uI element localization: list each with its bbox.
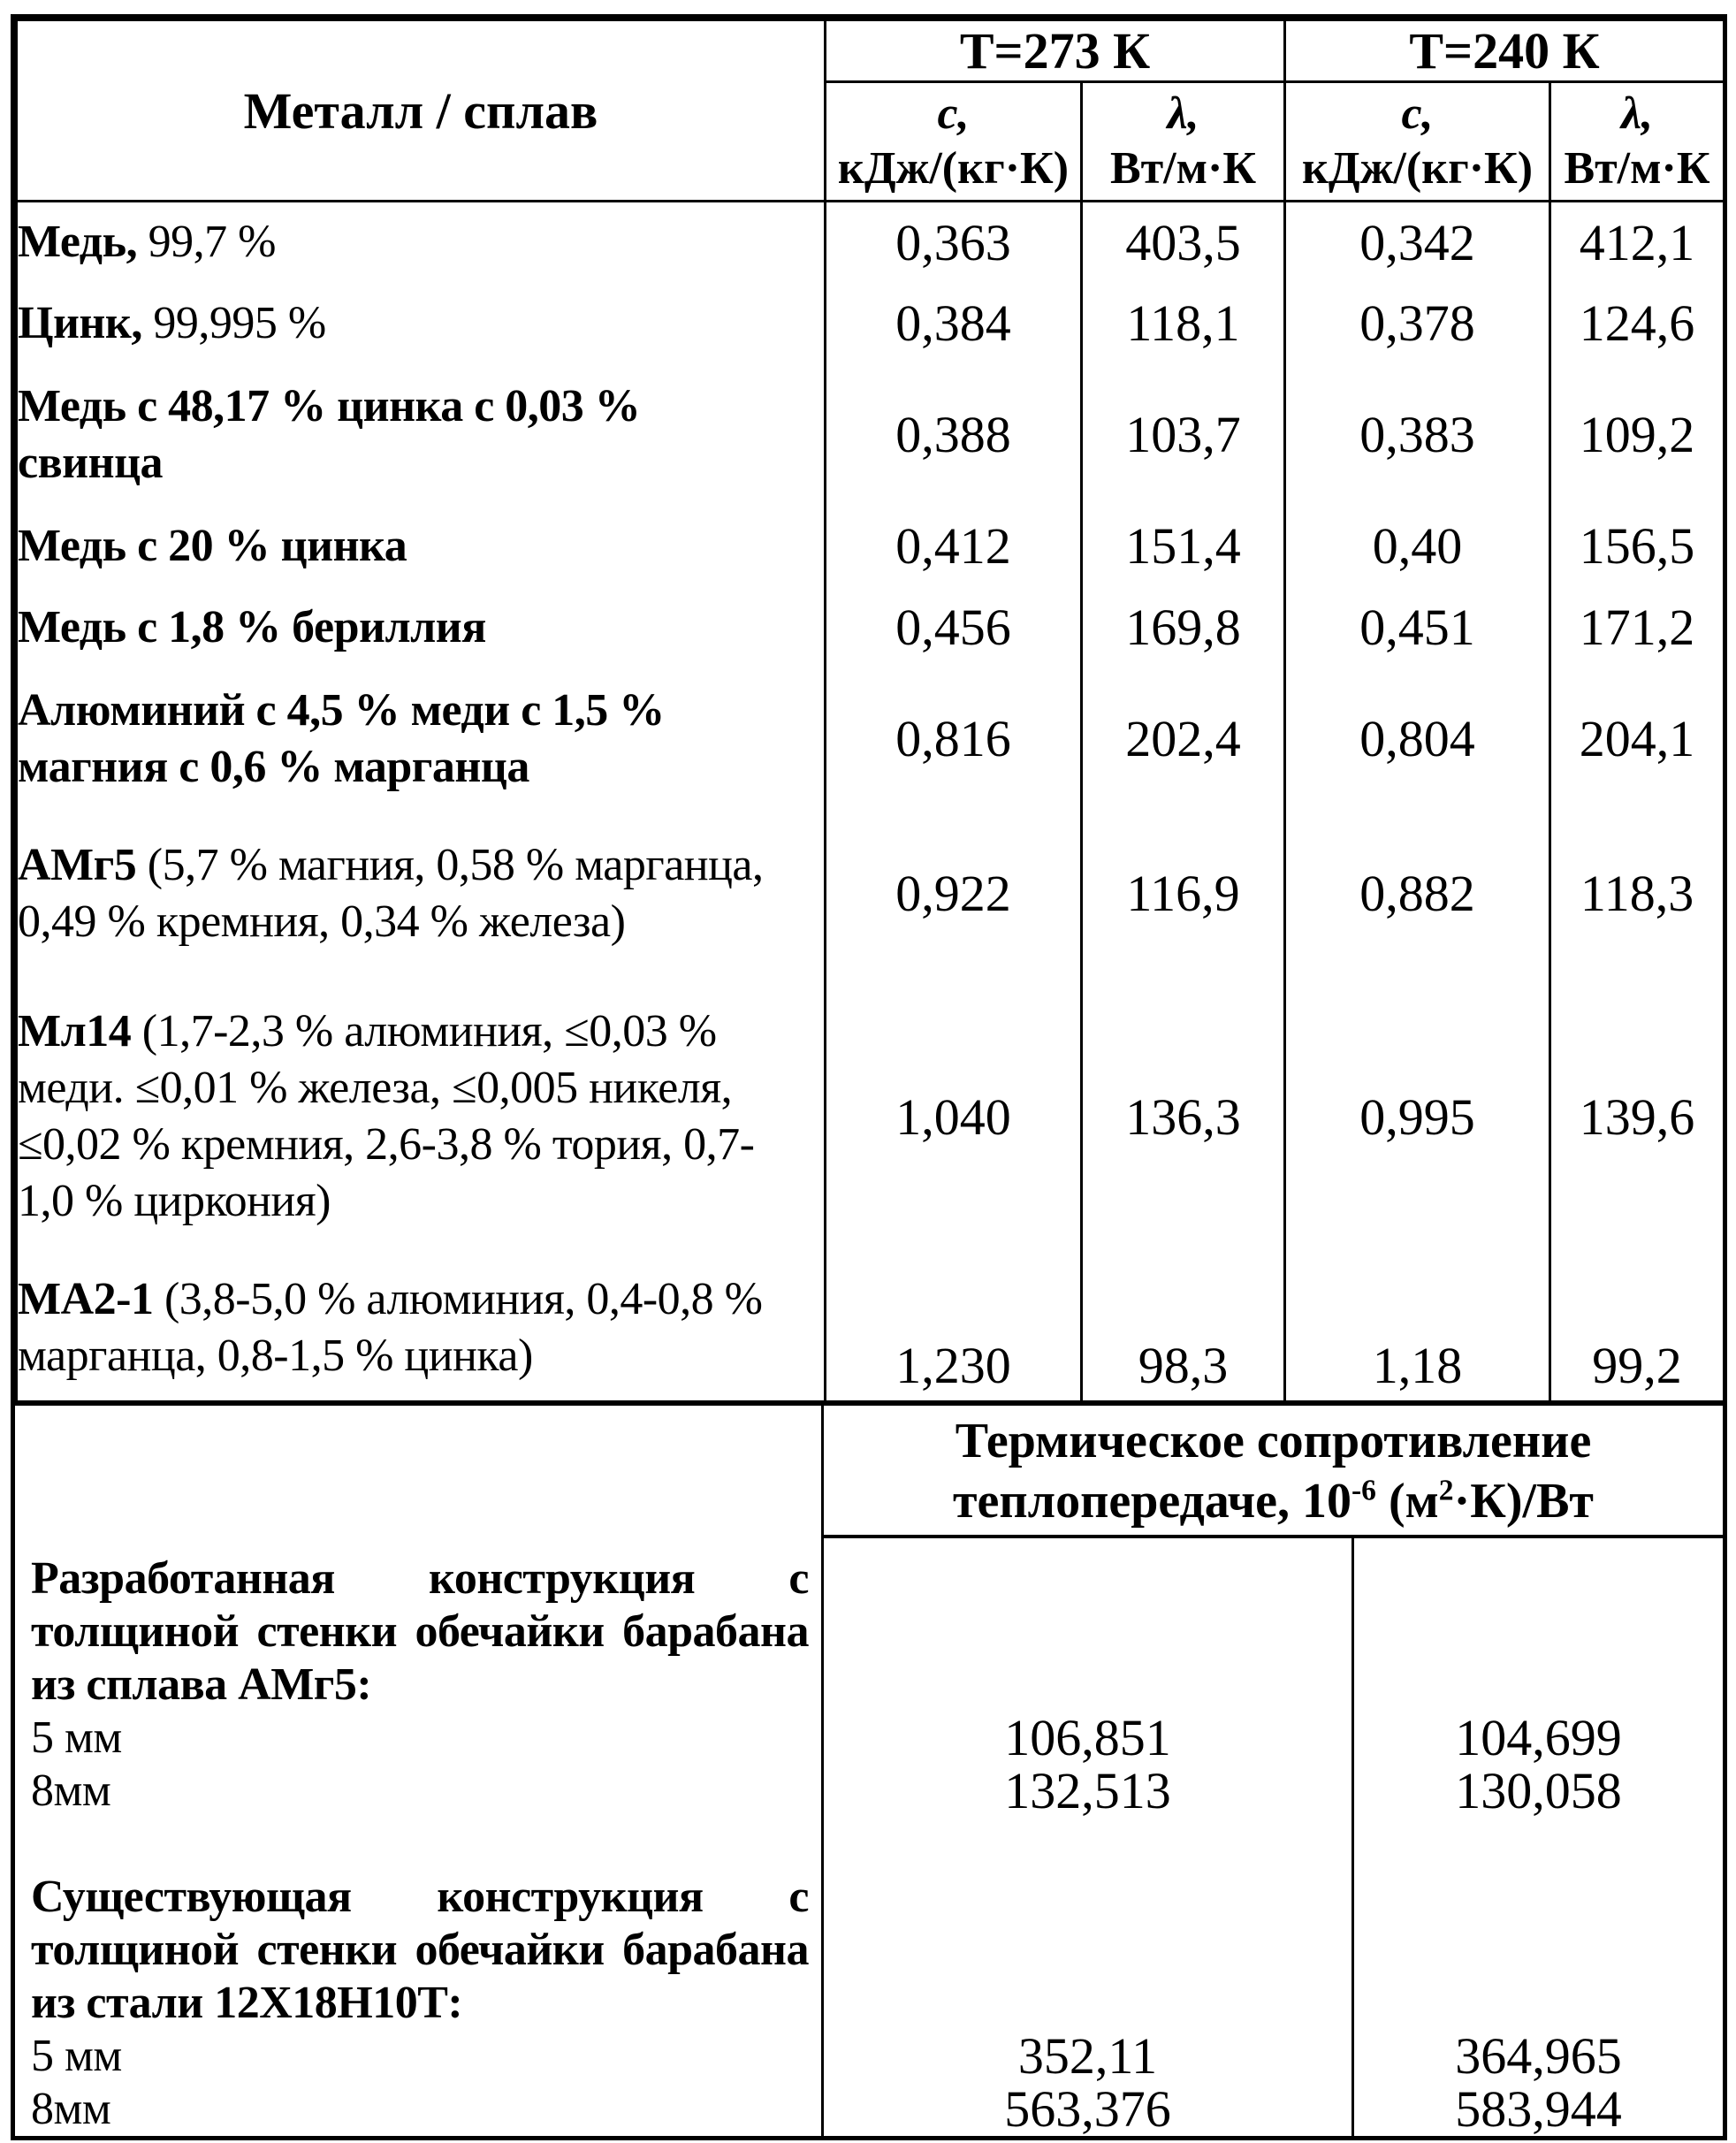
resistance-values-t240 [1354, 1538, 1723, 2136]
resistance-value: 104,699 [1455, 1708, 1622, 1766]
value-cell: 139,6 [1550, 978, 1725, 1256]
resistance-values-t273 [824, 1538, 1354, 2136]
developed-construction-line: Разработанная конструкция с [31, 1552, 809, 1604]
alloy-row-zinc [17, 283, 1725, 364]
sub-header-c-273 [826, 82, 1082, 202]
resistance-value: 364,965 [1455, 2026, 1622, 2085]
metal-alloy-header: Металл / сплав [17, 20, 826, 202]
alloy-name-bold: Алюминий с 4,5 % меди с 1,5 % магния с 0,6 % марганца [18, 684, 665, 792]
left-column-spacer [15, 1406, 824, 1538]
header-text: теплопередаче, 10 [953, 1473, 1351, 1529]
spacer [1354, 1818, 1723, 2030]
spacer [824, 1818, 1351, 2030]
thermal-properties-table [15, 19, 1725, 1400]
value-cell: 0,922 [826, 810, 1082, 978]
blank-line [31, 1818, 809, 1871]
unit-lambda: Вт/м·К [1109, 143, 1257, 194]
alloy-row-ma2-1 [17, 1256, 1725, 1400]
alloy-name-cell [17, 506, 826, 587]
alloy-row-copper [17, 202, 1725, 283]
exponent: 2 [1438, 1473, 1454, 1506]
table-frame [11, 14, 1727, 2140]
alloy-name-rest: (5,7 % магния, 0,58 % марганца, 0,49 % кремния, 0,34 % железа) [18, 839, 764, 947]
alloy-name-cell [17, 587, 826, 668]
value-cell: 0,378 [1285, 283, 1550, 364]
value-cell: 99,2 [1550, 1256, 1725, 1400]
value-cell: 0,804 [1285, 668, 1550, 810]
value-cell: 98,3 [1082, 1256, 1285, 1400]
alloy-row-aluminium-copper [17, 668, 1725, 810]
value-cell: 0,388 [826, 364, 1082, 506]
alloy-row-copper-beryllium [17, 587, 1725, 668]
resistance-value: 583,944 [1455, 2079, 1622, 2138]
header-text: (м [1375, 1473, 1439, 1529]
value-cell: 202,4 [1082, 668, 1285, 810]
value-cell: 0,451 [1285, 587, 1550, 668]
alloy-name-cell [17, 810, 826, 978]
value-cell: 109,2 [1550, 364, 1725, 506]
value-cell: 204,1 [1550, 668, 1725, 810]
alloy-name-cell [17, 283, 826, 364]
resistance-value: 130,058 [1455, 1761, 1622, 1819]
value-cell: 0,882 [1285, 810, 1550, 978]
value-cell: 151,4 [1082, 506, 1285, 587]
value-cell: 169,8 [1082, 587, 1285, 668]
header-line-1: Термическое сопротивление [955, 1413, 1592, 1468]
spacer [1354, 1552, 1723, 1712]
alloy-row-ml14 [17, 978, 1725, 1256]
symbol-c: с, [937, 88, 970, 139]
alloy-name-cell [17, 978, 826, 1256]
alloy-name-rest: 99,995 % [141, 297, 326, 348]
existing-construction-line: Существующая конструкция с [31, 1871, 809, 1922]
alloy-name-bold: Медь с 48,17 % цинка с 0,03 % свинца [18, 380, 641, 488]
construction-descriptions [15, 1538, 824, 2136]
thermal-resistance-header-row [15, 1406, 1723, 1538]
symbol-lambda: λ, [1620, 88, 1654, 139]
alloy-name-rest: (3,8-5,0 % алюминия, 0,4-0,8 % марганца, 0,8-1,5 % цинка) [18, 1274, 763, 1381]
value-cell: 0,342 [1285, 202, 1550, 283]
value-cell: 0,40 [1285, 506, 1550, 587]
value-cell: 0,816 [826, 668, 1082, 810]
alloy-name-rest: 99,7 % [137, 217, 276, 268]
thickness-label: 5 мм [31, 2030, 122, 2081]
value-cell: 0,412 [826, 506, 1082, 587]
value-cell: 403,5 [1082, 202, 1285, 283]
resistance-value: 563,376 [1004, 2079, 1171, 2138]
value-cell: 156,5 [1550, 506, 1725, 587]
alloy-name-cell [17, 668, 826, 810]
temp-240-header: Т=240 К [1285, 20, 1725, 82]
value-cell: 0,383 [1285, 364, 1550, 506]
sub-header-lambda-273 [1082, 82, 1285, 202]
temp-273-header: Т=273 К [826, 20, 1285, 82]
thickness-label: 8мм [31, 2083, 111, 2134]
value-cell: 1,18 [1285, 1256, 1550, 1400]
value-cell: 0,363 [826, 202, 1082, 283]
unit-lambda: Вт/м·К [1564, 143, 1710, 194]
spacer [824, 1552, 1351, 1712]
resistance-value: 106,851 [1004, 1708, 1171, 1766]
value-cell: 103,7 [1082, 364, 1285, 506]
alloy-name-bold: Медь с 20 % цинка [18, 520, 407, 571]
value-cell: 412,1 [1550, 202, 1725, 283]
symbol-lambda: λ, [1167, 88, 1199, 139]
temperature-header-row [17, 20, 1725, 82]
alloy-name-bold: Медь с 1,8 % бериллия [18, 601, 486, 652]
alloy-name-bold: Цинк, [18, 297, 142, 348]
developed-construction-line: толщиной стенки обечайки барабана [31, 1605, 809, 1657]
symbol-c: с, [1401, 88, 1434, 139]
value-cell: 1,230 [826, 1256, 1082, 1400]
thermal-resistance-header [824, 1406, 1723, 1538]
alloy-name-rest: (1,7-2,3 % алюминия, ≤0,03 % меди. ≤0,01 % железа, ≤0,005 никеля, ≤0,02 % кремния, 2,6-3,8 % тория, 0,7- 1,0 % циркония) [18, 1006, 755, 1226]
alloy-name-bold: Медь, [18, 217, 138, 268]
thickness-label: 8мм [31, 1765, 111, 1816]
value-cell: 118,3 [1550, 810, 1725, 978]
alloy-name-cell [17, 364, 826, 506]
existing-construction-line: толщиной стенки обечайки барабана [31, 1924, 809, 1975]
thermal-resistance-section [15, 1400, 1723, 2136]
header-text: ·К)/Вт [1453, 1473, 1594, 1529]
alloy-name-bold: МА2-1 [18, 1274, 154, 1324]
thermal-resistance-body [15, 1538, 1723, 2136]
value-cell: 116,9 [1082, 810, 1285, 978]
developed-construction-line: из сплава АМг5: [31, 1659, 372, 1710]
value-cell: 118,1 [1082, 283, 1285, 364]
value-cell: 0,995 [1285, 978, 1550, 1256]
value-cell: 0,384 [826, 283, 1082, 364]
value-cell: 136,3 [1082, 978, 1285, 1256]
sub-header-lambda-240 [1550, 82, 1725, 202]
alloy-row-copper-20-zinc [17, 506, 1725, 587]
header-line-2 [824, 1471, 1723, 1531]
sub-header-c-240 [1285, 82, 1550, 202]
value-cell: 1,040 [826, 978, 1082, 1256]
value-cell: 171,2 [1550, 587, 1725, 668]
existing-construction-line: из стали 12Х18Н10Т: [31, 1977, 463, 2028]
alloy-name-bold: АМг5 [18, 839, 137, 890]
alloy-name-cell [17, 1256, 826, 1400]
alloy-name-cell [17, 202, 826, 283]
resistance-value: 352,11 [1017, 2026, 1158, 2085]
value-cell: 0,456 [826, 587, 1082, 668]
thickness-label: 5 мм [31, 1712, 122, 1763]
exponent: -6 [1351, 1473, 1376, 1506]
alloy-row-copper-zinc-lead [17, 364, 1725, 506]
alloy-row-amg5 [17, 810, 1725, 978]
unit-c: кДж/(кг·К) [1301, 143, 1534, 194]
resistance-value: 132,513 [1004, 1761, 1171, 1819]
value-cell: 124,6 [1550, 283, 1725, 364]
unit-c: кДж/(кг·К) [837, 143, 1070, 194]
alloy-name-bold: Мл14 [18, 1006, 132, 1056]
